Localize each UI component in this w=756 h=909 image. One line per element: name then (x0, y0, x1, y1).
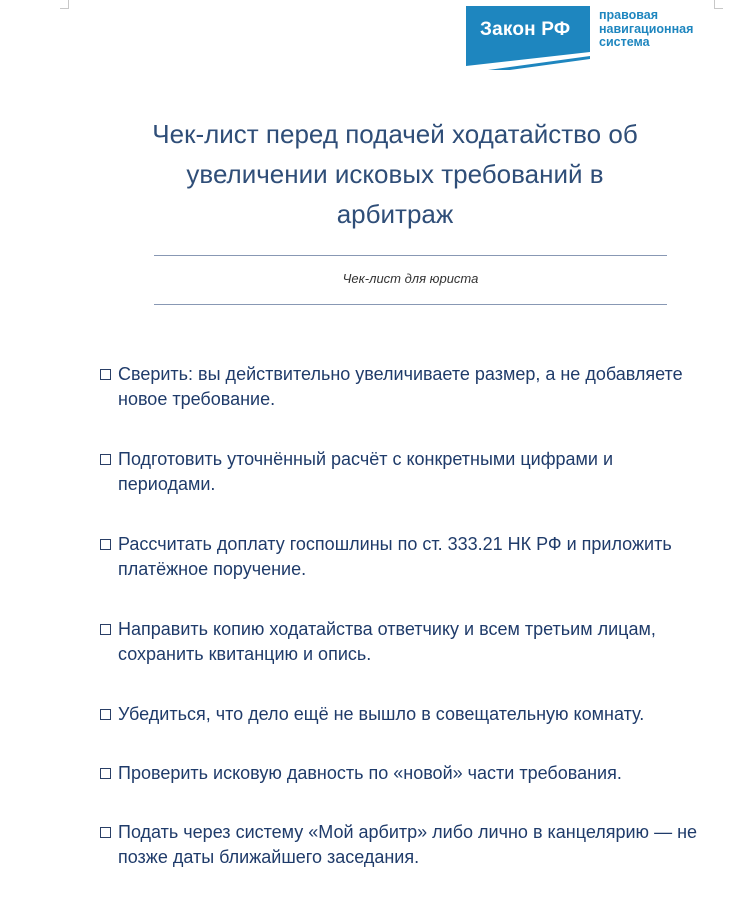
checkbox[interactable] (100, 709, 111, 720)
title-divider-bottom (154, 304, 667, 305)
checkbox[interactable] (100, 454, 111, 465)
checklist-item-text: Подать через систему «Мой арбитр» либо лично в канцелярию — не позже даты ближайшего заседания. (118, 822, 698, 867)
checklist-item-text: Убедиться, что дело ещё не вышло в совещательную комнату. (118, 704, 645, 724)
logo-badge (466, 6, 590, 70)
checklist-item-text: Рассчитать доплату госпошлины по ст. 333.21 НК РФ и приложить платёжное поручение. (118, 534, 672, 579)
crop-mark-left-horizontal (60, 8, 69, 9)
checklist-item (100, 447, 710, 497)
document-subtitle: Чек-лист для юриста (342, 271, 479, 286)
checkbox[interactable] (100, 768, 111, 779)
title-divider-top (154, 255, 667, 256)
checklist-item (100, 702, 710, 727)
checkbox[interactable] (100, 624, 111, 635)
checklist-item-text: Подготовить уточнённый расчёт с конкретными цифрами и периодами. (118, 449, 614, 494)
checkbox[interactable] (100, 827, 111, 838)
checklist-item (100, 362, 710, 412)
checklist-item (100, 761, 710, 786)
checklist-item-text: Направить копию ходатайства ответчику и всем третьим лицам, сохранить квитанцию и опись. (118, 619, 656, 664)
checklist-item (100, 820, 710, 870)
checklist (100, 362, 710, 905)
checkbox[interactable] (100, 539, 111, 550)
logo-tagline-line: навигационная (599, 21, 694, 36)
checklist-item (100, 532, 710, 582)
logo-tagline-line: правовая (599, 8, 659, 22)
logo-tagline-line: система (599, 35, 650, 49)
checklist-item-text: Сверить: вы действительно увеличиваете размер, а не добавляете новое требование. (118, 364, 683, 409)
checklist-item-text: Проверить исковую давность по «новой» части требования. (118, 763, 622, 783)
logo (466, 6, 726, 70)
checklist-item (100, 617, 710, 667)
logo-tagline (599, 9, 729, 50)
logo-name: Закон РФ (480, 19, 571, 40)
crop-mark-left (68, 0, 69, 8)
checkbox[interactable] (100, 369, 111, 380)
document-title: Чек-лист перед подачей ходатайство об увеличении исковых требований в арбитраж (152, 119, 638, 229)
